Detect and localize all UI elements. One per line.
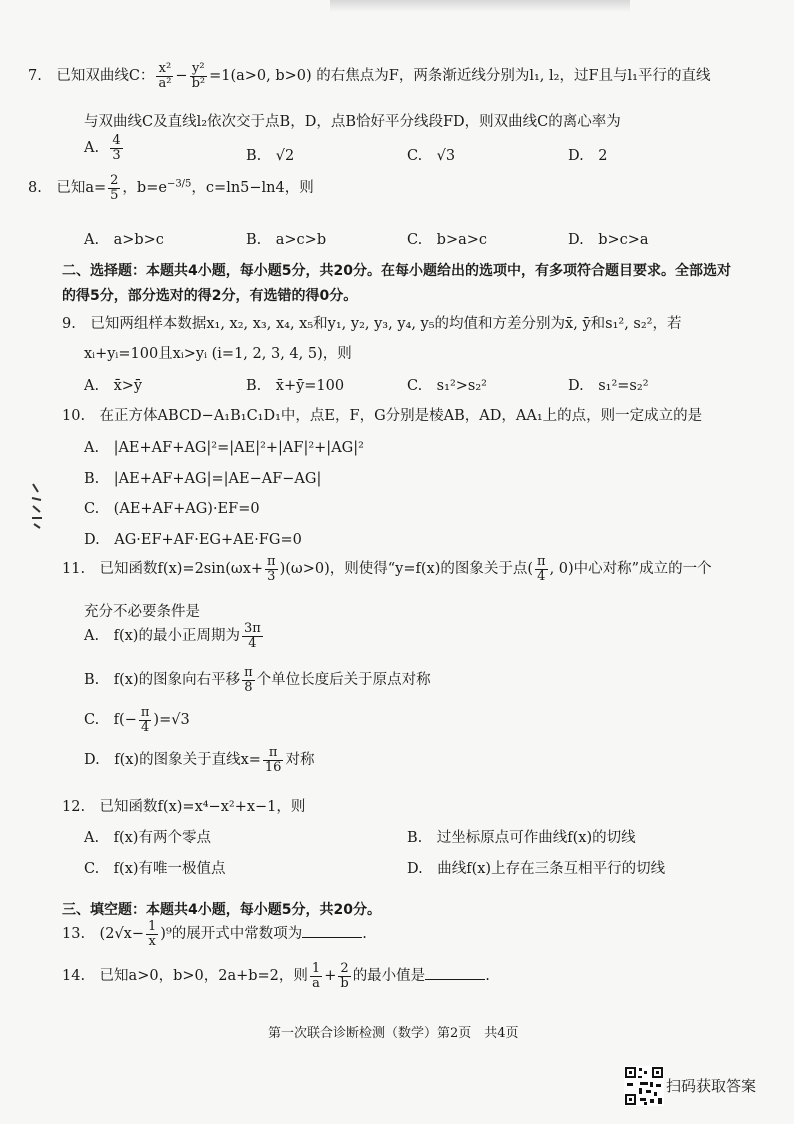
section2-heading-line2: 的得5分，部分选对的得2分，有选错的得0分。 (62, 288, 358, 304)
q7-line1: 7. 已知双曲线C： $\frac{\text{x²}}{\text{a²}}$ − $\frac{\text{y²}}{\text{b²}}$ =1(a>0, b>0) 的右焦点为F，两条渐近线分别为l₁, l₂，过F且与l₁平行的直线 (28, 61, 711, 91)
q14-stem: 14. 已知a>0，b>0，2a+b=2，则 $\frac{1}{a}$ + $\frac{2}{b}$ 的最小值是 . (62, 961, 490, 991)
q11-option-b[interactable]: B. f(x)的图象向右平移 $\frac{\pi}{8}$ 个单位长度后关于原点对称 (84, 665, 431, 695)
q7-option-c[interactable]: C. √3 (407, 148, 456, 164)
q7-option-a[interactable]: A. $\frac{4}{3}$ (84, 133, 121, 163)
q12-option-c[interactable]: C. f(x)有唯一极值点 (84, 861, 226, 877)
q10-option-c[interactable]: C. (AE+AF+AG)·EF=0 (84, 501, 260, 517)
q13-stem: 13. (2√x− $\frac{1}{x}$ )⁹的展开式中常数项为 . (62, 919, 367, 949)
scan-for-answers-label: 扫码获取答案 (666, 1077, 757, 1095)
q11-option-d[interactable]: D. f(x)的图象关于直线x= $\frac{\pi}{16}$ 对称 (84, 745, 315, 775)
q9-option-d[interactable]: D. s₁²=s₂² (568, 378, 649, 394)
q12-stem: 12. 已知函数f(x)=x⁴−x²+x−1，则 (62, 799, 306, 815)
margin-handwriting-mark (30, 482, 44, 530)
q12-option-d[interactable]: D. 曲线f(x)上存在三条互相平行的切线 (407, 861, 666, 877)
q12-option-a[interactable]: A. f(x)有两个零点 (84, 830, 211, 846)
q12-option-b[interactable]: B. 过坐标原点可作曲线f(x)的切线 (407, 830, 636, 846)
q9-option-c[interactable]: C. s₁²>s₂² (407, 378, 487, 394)
q11-stem: 11. 已知函数f(x)=2sin(ωx+ $\frac{\pi}{3}$ )(ω>0)，则使得“y=f(x)的图象关于点( $\frac{\pi}{4}$ , 0)中心对称”成立的一个 (62, 554, 712, 584)
scan-smudge (330, 0, 630, 12)
q11-option-c[interactable]: C. f(− $\frac{\pi}{4}$ )=√3 (84, 705, 190, 735)
q11-option-a[interactable]: A. f(x)的最小正周期为 $\frac{3\pi}{4}$ (84, 621, 261, 651)
q9-option-b[interactable]: B. x̄+ȳ=100 (246, 378, 345, 394)
q7-option-d[interactable]: D. 2 (568, 148, 608, 164)
q9-option-a[interactable]: A. x̄>ȳ (84, 378, 143, 394)
q13-answer-blank[interactable] (302, 937, 362, 938)
q9-line1: 9. 已知两组样本数据x₁, x₂, x₃, x₄, x₅和y₁, y₂, y₃, y₄, y₅的均值和方差分别为x̄, ȳ和s₁², s₂²，若 (62, 316, 682, 332)
q10-stem: 10. 在正方体ABCD−A₁B₁C₁D₁中，点E，F，G分别是棱AB，AD，AA₁上的点，则一定成立的是 (62, 408, 703, 424)
fraction: $\frac{\text{x²}}{\text{a²}}$ (158, 61, 172, 91)
q8-option-a[interactable]: A. a>b>c (84, 232, 164, 248)
section3-heading: 三、填空题：本题共4小题，每小题5分，共20分。 (62, 902, 381, 918)
q7-line2: 与双曲线C及直线l₂依次交于点B，D，点B恰好平分线段FD，则双曲线C的离心率为 (84, 114, 621, 130)
q11-line2: 充分不必要条件是 (84, 604, 200, 620)
q8-option-b[interactable]: B. a>c>b (246, 232, 327, 248)
q10-option-d[interactable]: D. AG·EF+AF·EG+AE·FG=0 (84, 532, 302, 548)
q8-option-c[interactable]: C. b>a>c (407, 232, 488, 248)
q7-option-b[interactable]: B. √2 (246, 148, 295, 164)
q8-option-d[interactable]: D. b>c>a (568, 232, 649, 248)
q8-stem: 8. 已知a= $\frac{2}{5}$ ，$b=e^{-3/5}$，c=ln5−ln4，则 (28, 173, 314, 203)
page-footer: 第一次联合诊断检测（数学）第2页 共4页 (268, 1026, 519, 1041)
section2-heading-line1: 二、选择题：本题共4小题，每小题5分，共20分。在每小题给出的选项中，有多项符合题目要求。全部选对 (62, 263, 731, 279)
fraction: $\frac{\text{y²}}{\text{b²}}$ (191, 61, 206, 91)
q14-answer-blank[interactable] (425, 979, 485, 980)
q9-line2: xᵢ+yᵢ=100且xᵢ>yᵢ (i=1, 2, 3, 4, 5)，则 (84, 346, 352, 362)
qr-code[interactable] (624, 1066, 664, 1106)
q10-option-a[interactable]: A. |AE+AF+AG|²=|AE|²+|AF|²+|AG|² (84, 440, 364, 456)
q10-option-b[interactable]: B. |AE+AF+AG|=|AE−AF−AG| (84, 471, 322, 487)
